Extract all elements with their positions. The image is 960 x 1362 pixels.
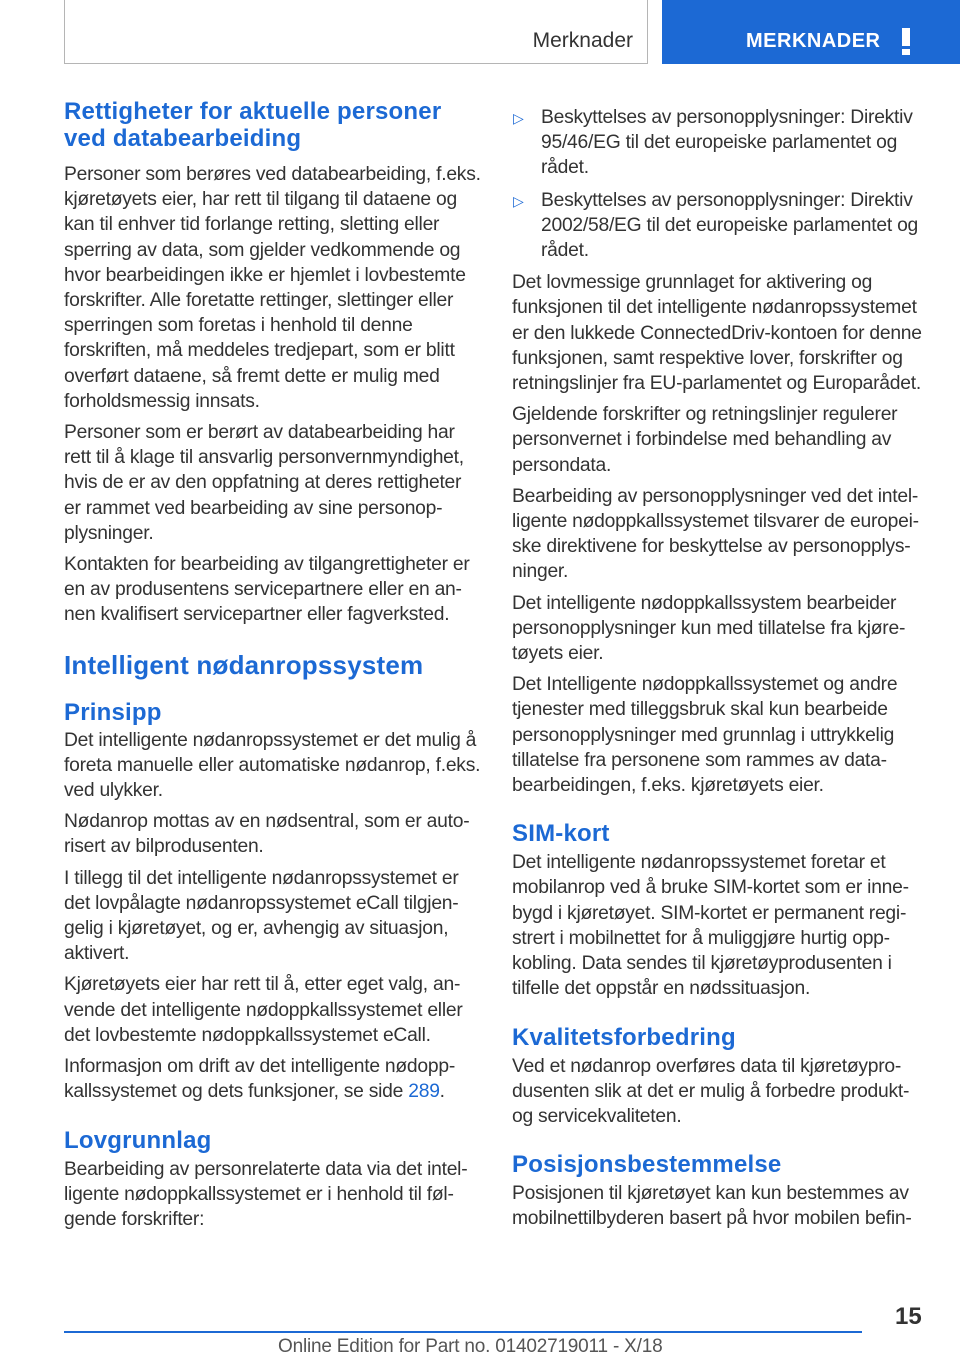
paragraph-text: . xyxy=(439,1081,445,1103)
heading-principle: Prinsipp xyxy=(64,698,162,726)
list-item xyxy=(512,188,930,264)
paragraph: Personer som berøres ved databearbeiding, f.eks. kjøretøyets eier, har rett til tilgang til dataene og kan til enhver tid forlange retting, sletting eller sperring av data, som gjelder vedkommende og hvor bearbeidingen ikke er hjemlet i lovbestemte forskrifter. Alle foretatte rettinger, slettinger eller sperringen som foretas i henhold til denne forskriften, må meddeles tredjepart, som er blitt overført dataene, så fremt dette er mulig med forholdsmessig innsats. xyxy=(64,164,481,412)
paragraph: Det lovmessige grunnlaget for aktivering og funksjonen til det intelligente nødanropssystemet er den lukkede ConnectedDriv-kontoen for denne funksjonen, samt respektive lover, forskrifter og retningslinjer fra EU-parlamentet og Europarådet. xyxy=(512,272,922,395)
paragraph: Nødanrop mottas av en nødsentral, som er autorisert av bilprodusenten. xyxy=(64,811,470,858)
header-section-title: Merknader xyxy=(532,29,633,52)
heading-legal: Lovgrunnlag xyxy=(64,1126,212,1154)
paragraph: Personer som er berørt av databearbeiding har rett til å klage til ansvarlig personvernmyndighet, hvis de er av den oppfatning at deres rettigheter er rammet ved bearbeiding av sine personopplysninger. xyxy=(64,422,464,544)
paragraph: Posisjonen til kjøretøyet kan kun bestemmes av mobilnettilbyderen basert på hvor mobilen befin- xyxy=(512,1183,912,1230)
right-column xyxy=(512,105,930,1232)
footer-divider xyxy=(64,1331,862,1333)
heading-position: Posisjonsbestemmelse xyxy=(512,1151,782,1179)
paragraph: Ved et nødanrop overføres data til kjøretøyprodusenten slik at det er mulig å forbedre produkt- og servicekvaliteten. xyxy=(512,1055,910,1127)
footer-edition: Online Edition for Part no. 01402719011 - X/18 xyxy=(278,1336,663,1357)
list-item xyxy=(512,105,930,181)
directive-list xyxy=(512,105,930,263)
heading-system: Intelligent nødanropssystem xyxy=(64,649,424,680)
triangle-bullet-icon: ▷ xyxy=(513,110,524,126)
left-column xyxy=(64,98,482,1232)
paragraph: I tillegg til det intelligente nødanropssystemet er det lovpålagte nødanropssystemet eCall tilgjengelig i kjøretøyet, og er, avhengig av situasjon, aktivert. xyxy=(64,867,459,965)
paragraph: Det intelligente nødanropssystemet foretar et mobilanrop ved å bruke SIM-kortet som er innebygd i kjøretøyet. SIM-kortet er permanent registrert i mobilnettet for å muliggjøre hurtig oppkobling. Data sendes til kjøretøyprodusenten i tilfelle det oppstår en nødssituasjon. xyxy=(512,852,910,1000)
heading-sim: SIM-kort xyxy=(512,820,610,848)
paragraph: Bearbeiding av personrelaterte data via det intelligente nødoppkallssystemet er i henhold til følgende forskrifter: xyxy=(64,1158,468,1230)
paragraph: Bearbeiding av personopplysninger ved det intelligente nødoppkallssystemet tilsvarer de europeiske direktivene for beskyttelse av personopplysninger. xyxy=(512,485,920,583)
heading-quality: Kvalitetsforbedring xyxy=(512,1023,736,1051)
list-item-text: Beskyttelses av personopplysninger: Direktiv 2002/58/EG til det europeiske parlamentet og rådet. xyxy=(541,189,919,262)
paragraph-with-link xyxy=(64,1054,482,1104)
paragraph: Det Intelligente nødoppkallssystemet og andre tjenester med tilleggsbruk skal kun bearbeide personopplysninger med grunnlag i uttrykkelig tillatelse fra personene som rammes av databearbeidingen, f.eks. kjøretøyets eier. xyxy=(512,674,898,797)
page-number: 15 xyxy=(895,1303,922,1330)
page-link-289[interactable]: 289 xyxy=(408,1081,440,1103)
exclamation-icon xyxy=(900,28,912,56)
triangle-bullet-icon: ▷ xyxy=(513,192,524,209)
paragraph: Kjøretøyets eier har rett til å, etter eget valg, anvende det intelligente nødoppkallssystemet eller det lovbestemte nødoppkallssystemet eCall. xyxy=(64,974,463,1046)
paragraph: Det intelligente nødanropssystemet er det mulig å foreta manuelle eller automatiske nødanrop, f.eks. ved ulykker. xyxy=(64,729,481,802)
header-tag-label: MERKNADER xyxy=(746,30,881,52)
paragraph: Det intelligente nødoppkallssystem bearbeider personopplysninger kun med tillatelse fra kjøretøyets eier. xyxy=(512,592,906,665)
heading-rights: Rettigheter for aktuelle personer ved databearbeiding xyxy=(64,98,442,152)
paragraph: Gjeldende forskrifter og retningslinjer regulerer personvernet i forbindelse med behandling av persondata. xyxy=(512,404,898,476)
paragraph: Kontakten for bearbeiding av tilgangrettigheter er en av produsentens servicepartnere eller en annen kvalifisert servicepartner eller fagverksted. xyxy=(64,554,470,626)
paragraph-text: Informasjon om drift av det intelligente nødoppkallssystemet og dets funksjoner, se side xyxy=(64,1056,456,1103)
list-item-text: Beskyttelses av personopplysninger: Direktiv 95/46/EG til det europeiske parlamentet og rådet. xyxy=(541,107,913,179)
header-section-box xyxy=(64,0,648,64)
header-tag xyxy=(662,0,960,64)
